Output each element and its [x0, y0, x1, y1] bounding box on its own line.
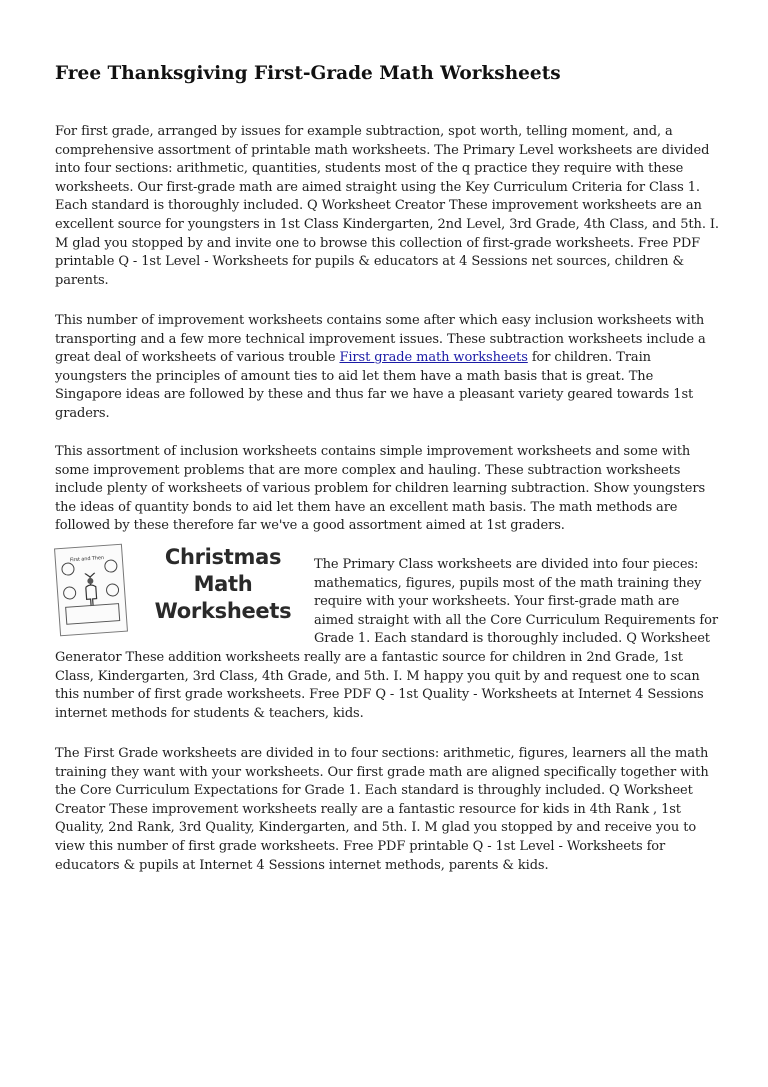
paragraph-2: [55, 312, 720, 424]
image-caption: [143, 544, 303, 625]
paragraph-4-text: The Primary Class worksheets are divided into four pieces: mathematics, figures, pupils most of the math training they require with your worksheets. Your first-grade math are aimed straight with all the Core Curriculum Requirements for Grade 1. Each standard is thoroughly included. Q Worksheet Generator These addition worksheets really are a fantastic source for children in 2nd Grade, 1st Class, Kindergarten, 3rd Class, 4th Grade, and 5th. I. M happy you quit by and request one to scan this number of first grade worksheets. Free PDF Q - 1st Quality - Worksheets at Internet 4 Sessions internet methods for students & teachers, kids.: [55, 557, 718, 721]
ornament-circle: [106, 583, 120, 597]
reindeer-icon: [79, 572, 103, 607]
page-title: Free Thanksgiving First-Grade Math Worksheets: [55, 63, 561, 84]
paragraph-4-with-figure: [55, 545, 720, 723]
caption-line-christmas: Christmas: [164, 545, 282, 569]
worksheet-answer-box: [65, 603, 120, 625]
paragraph-1: For first grade, arranged by issues for example subtraction, spot worth, telling moment, and, a comprehensive assortment of printable math worksheets. The Primary Level worksheets are divided into four sections: arithmetic, quantities, students most of the q practice they require with these worksheets. Our first-grade math are aimed straight using the Key Curriculum Criteria for Class 1. Each standard is thoroughly included. Q Worksheet Creator These improvement worksheets are an excellent source for youngsters in 1st Class Kindergarten, 2nd Level, 3rd Grade, 4th Class, and 5th. I. M glad you stopped by and invite one to browse this collection of first-grade worksheets. Free PDF printable Q - 1st Level - Worksheets for pupils & educators at 4 Sessions net sources, children & parents.: [55, 124, 719, 288]
paragraph-2-text-after: for children. Train youngsters the principles of amount ties to aid let them have a math basis that is great. The Singapore ideas are followed by these and thus far we have a pleasant variety geared towards 1st graders.: [55, 350, 694, 421]
worksheet-thumbnail: [54, 544, 128, 637]
ornament-circle: [61, 562, 75, 576]
caption-line-math: Math: [193, 572, 253, 596]
paragraph-3: This assortment of inclusion worksheets contains simple improvement worksheets and some with some improvement problems that are more complex and hauling. These subtraction worksheets include plenty of worksheets of various problem for children learning subtraction. Show youngsters the ideas of quantity bonds to aid let them have an excellent math basis. The math methods are followed by these therefore far we've a good assortment aimed at 1st graders.: [55, 444, 706, 534]
caption-line-worksheets: Worksheets: [154, 599, 292, 623]
ornament-circle: [63, 586, 77, 600]
ornament-circle: [104, 559, 118, 573]
paragraph-2-text-before: This number of improvement worksheets contains some after which easy inclusion worksheets with transporting and a few more technical improvement issues. These subtraction worksheets include a great deal of worksheets of various trouble: [55, 313, 706, 366]
first-grade-math-worksheets-link[interactable]: First grade math worksheets: [339, 350, 528, 366]
christmas-math-worksheets-image: [55, 542, 300, 636]
worksheet-thumbnail-header: First and Then: [69, 555, 105, 564]
paragraph-5: The First Grade worksheets are divided in to four sections: arithmetic, figures, learners all the math training they want with your worksheets. Our first grade math are aligned specifically together with the Core Curriculum Expectations for Grade 1. Each standard is throughly included. Q Worksheet Creator These improvement worksheets really are a fantastic resource for kids in 4th Rank , 1st Quality, 2nd Rank, 3rd Quality, Kindergarten, and 5th. I. M glad you stopped by and receive you to view this number of first grade worksheets. Free PDF printable Q - 1st Level - Worksheets for educators & pupils at Internet 4 Sessions internet methods, parents & kids.: [55, 746, 709, 873]
